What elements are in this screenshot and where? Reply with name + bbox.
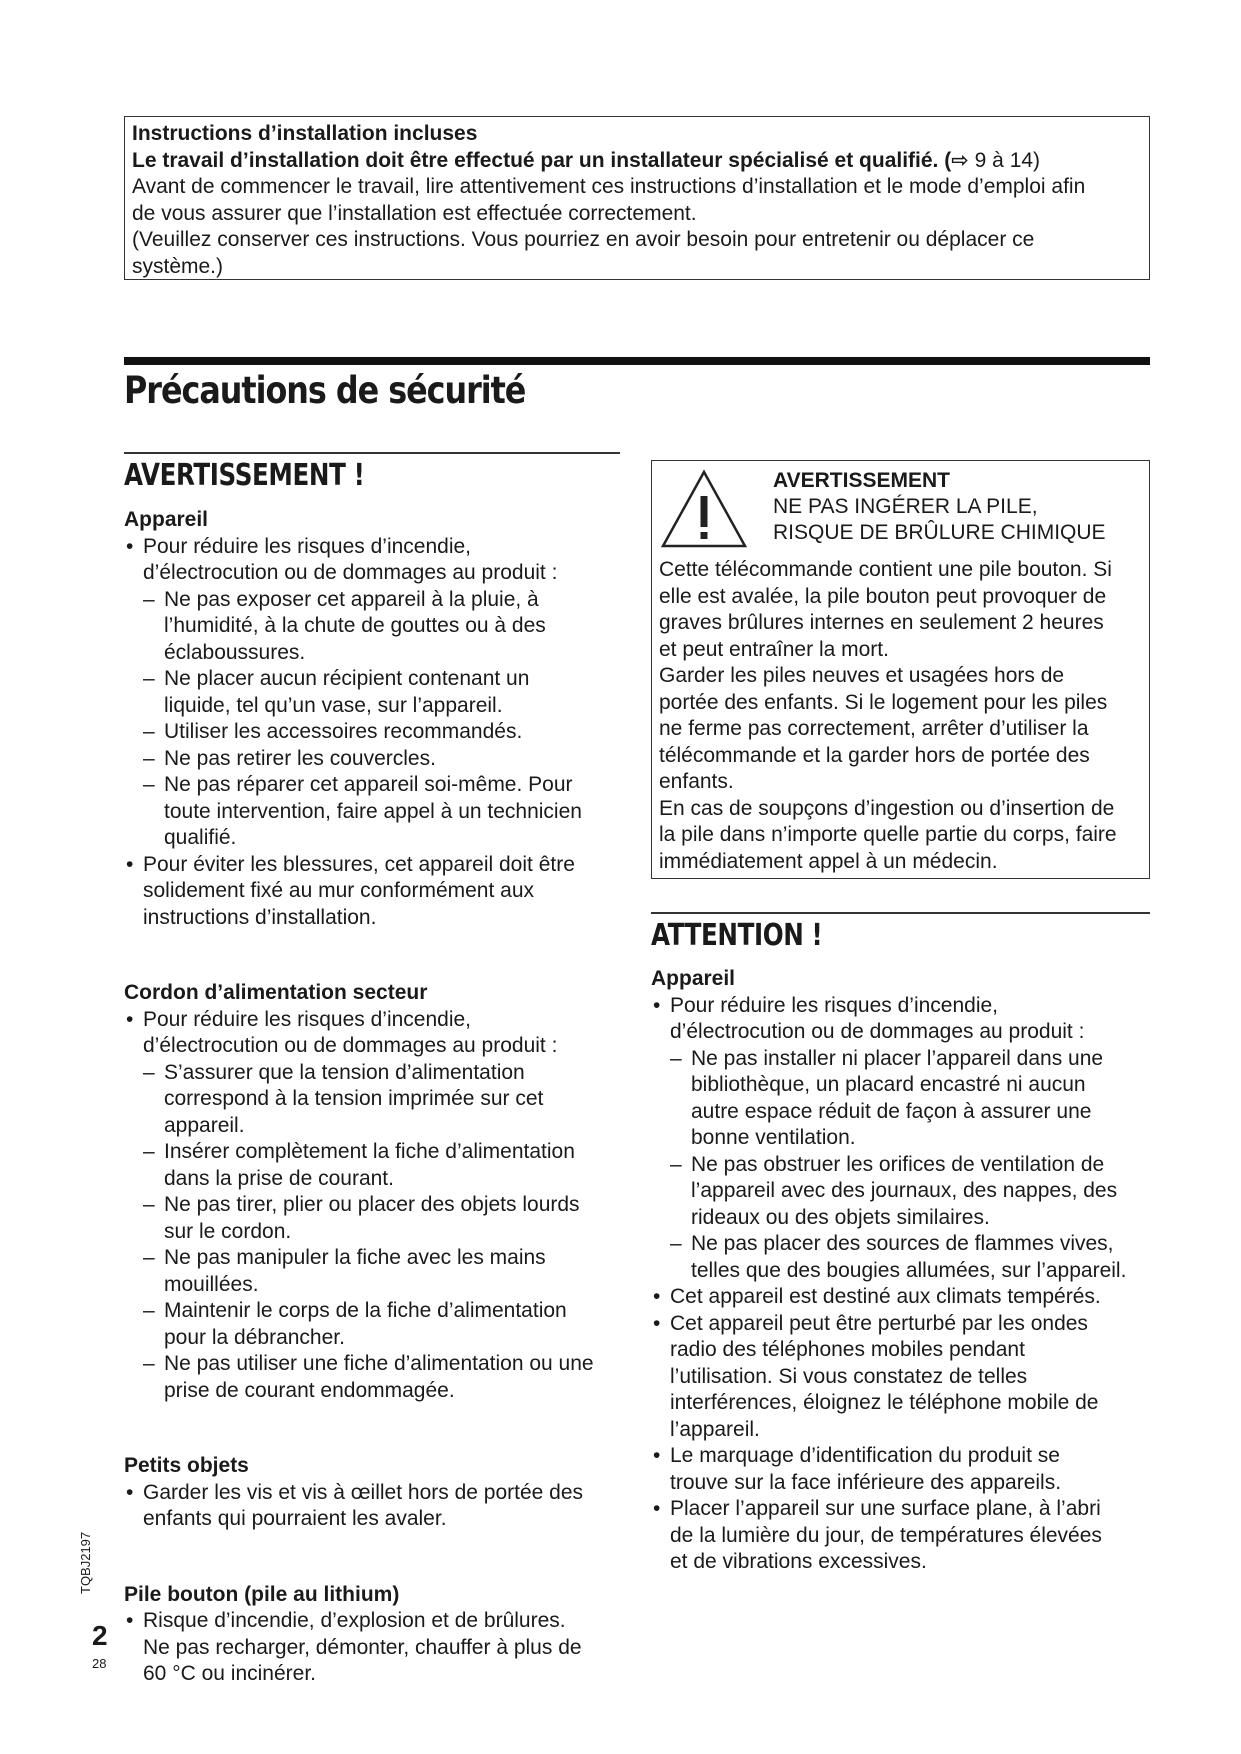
installation-bold-text: Le travail d’installation doit être effectué par un installateur spécialisé et qualifié. ( [132, 148, 952, 172]
bullet-item-continuation: Ne pas recharger, démonter, chauffer à plus de [143, 1635, 582, 1659]
installation-para-1-line-2: de vous assurer que l’installation est effectuée correctement. [132, 201, 697, 225]
dash-item-continuation: correspond à la tension imprimée sur cet [164, 1087, 544, 1110]
battery-warning-line: Cette télécommande contient une pile bouton. Si [659, 558, 1112, 581]
left-section-rule [124, 452, 620, 454]
page-number: 2 [92, 1620, 108, 1651]
reference-arrow-icon: ⇨ [951, 148, 969, 172]
installation-para-1-line-1: Avant de commencer le travail, lire attentivement ces instructions d’installation et le mode d’emploi afin [132, 175, 1086, 198]
document-code: TQBJ2197 [78, 1531, 93, 1594]
installation-bold-line [132, 148, 1141, 175]
bullet-item-continuation: d’électrocution ou de dommages au produit : [143, 561, 558, 584]
warning-triangle-icon [660, 469, 748, 549]
battery-warning-line: et peut entraîner la mort. [659, 637, 889, 661]
battery-warning-line: télécommande et la garder hors de portée des [659, 743, 1090, 767]
dash-item-continuation: appareil. [164, 1113, 245, 1137]
bullet-item: • Pour éviter les blessures, cet appareil doit être [124, 852, 624, 879]
dash-item-continuation: liquide, tel qu’un vase, sur l’appareil. [164, 693, 503, 717]
dash-item: – Ne pas utiliser une fiche d’alimentation ou une [124, 1351, 624, 1378]
dash-item-continuation: bonne ventilation. [691, 1126, 856, 1149]
battery-warning-subtitle-1: NE PAS INGÉRER LA PILE, [773, 495, 1038, 518]
battery-warning-line: graves brûlures internes en seulement 2 heures [659, 611, 1104, 634]
dash-item: – Ne pas obstruer les orifices de ventilation de [651, 1152, 1161, 1179]
dash-item-continuation: éclaboussures. [164, 640, 306, 664]
battery-warning-box [651, 460, 1150, 879]
dash-item-continuation: l’appareil avec des journaux, des nappes, des [691, 1179, 1118, 1202]
dash-item: – Ne pas manipuler la fiche avec les mains [124, 1245, 624, 1272]
subsection-heading: Petits objets [124, 1454, 249, 1477]
bullet-item: • Pour réduire les risques d’incendie, [651, 993, 1161, 1020]
installation-notice-box [124, 116, 1150, 280]
bullet-item-continuation: d’électrocution ou de dommages au produit : [143, 1034, 558, 1057]
dash-item-continuation: autre espace réduit de façon à assurer une [691, 1099, 1092, 1123]
battery-warning-header [773, 468, 1106, 546]
battery-warning-line: la pile dans n’importe quelle partie du corps, faire [659, 823, 1117, 846]
bullet-item-continuation: d’électrocution ou de dommages au produit : [670, 1020, 1085, 1043]
subsection-heading: Cordon d’alimentation secteur [124, 981, 428, 1004]
bullet-item-continuation: enfants qui pourraient les avaler. [143, 1507, 447, 1530]
battery-warning-line: enfants. [659, 770, 734, 793]
dash-item: – Ne pas placer des sources de flammes vives, [651, 1231, 1161, 1258]
page-title: Précautions de sécurité [124, 369, 526, 412]
battery-warning-subtitle-2: RISQUE DE BRÛLURE CHIMIQUE [773, 521, 1106, 544]
spacer [124, 952, 624, 959]
bullet-item: • Pour réduire les risques d’incendie, [124, 1007, 624, 1034]
page-sub-number: 28 [92, 1656, 107, 1671]
bullet-item-continuation: et de vibrations excessives. [670, 1550, 927, 1573]
subsection-heading: Pile bouton (pile au lithium) [124, 1582, 400, 1606]
dash-item-continuation: bibliothèque, un placard encastré ni aucun [691, 1073, 1086, 1096]
subsection-heading: Appareil [651, 967, 736, 990]
bullet-item-continuation: l’appareil. [670, 1417, 760, 1441]
battery-warning-line: portée des enfants. Si le logement pour les piles [659, 690, 1108, 714]
dash-item-continuation: dans la prise de courant. [164, 1166, 394, 1190]
bullet-item: • Cet appareil est destiné aux climats tempérés. [651, 1284, 1161, 1311]
dash-item-continuation: rideaux ou des objets similaires. [691, 1205, 990, 1229]
battery-warning-line: immédiatement appel à un médecin. [659, 849, 998, 873]
warning-section-heading: AVERTISSEMENT ! [124, 458, 365, 493]
subsection-heading: Appareil [124, 508, 209, 531]
battery-warning-title: AVERTISSEMENT [773, 469, 950, 492]
dash-item-continuation: mouillées. [164, 1272, 259, 1296]
bullet-item: • Risque d’incendie, d’explosion et de brûlures. [124, 1608, 624, 1635]
caution-section-heading: ATTENTION ! [651, 918, 823, 953]
bullet-item-continuation: radio des téléphones mobiles pendant [670, 1338, 1025, 1361]
dash-item: – Maintenir le corps de la fiche d’alimentation [124, 1298, 624, 1325]
bullet-item: • Le marquage d’identification du produit se [651, 1443, 1161, 1470]
dash-item: – Insérer complètement la fiche d’alimentation [124, 1139, 624, 1166]
right-section-rule [651, 912, 1150, 914]
bullet-item: • Pour réduire les risques d’incendie, [124, 534, 624, 561]
dash-item-continuation: sur le cordon. [164, 1219, 292, 1243]
right-column-text [651, 966, 1161, 1576]
dash-item-continuation: qualifié. [164, 826, 237, 849]
bullet-item-continuation: de la lumière du jour, de températures élevées [670, 1523, 1102, 1547]
bullet-item-continuation: solidement fixé au mur conformément aux [143, 879, 535, 902]
bullet-item-continuation: l’utilisation. Si vous constatez de telles [670, 1364, 1028, 1388]
dash-item: – Ne pas tirer, plier ou placer des objets lourds [124, 1192, 624, 1219]
bullet-item: • Placer l’appareil sur une surface plane, à l’abri [651, 1496, 1161, 1523]
dash-item: – Ne pas retirer les couvercles. [124, 746, 624, 773]
bullet-item-continuation: trouve sur la face inférieure des appareils. [670, 1470, 1062, 1494]
installation-heading: Instructions d’installation incluses [132, 122, 478, 145]
battery-warning-line: Garder les piles neuves et usagées hors de [659, 664, 1065, 687]
bullet-item-continuation: instructions d’installation. [143, 905, 377, 929]
bullet-item-continuation: 60 °C ou incinérer. [143, 1662, 316, 1685]
battery-warning-line: En cas de soupçons d’ingestion ou d’insertion de [659, 796, 1115, 820]
dash-item: – Ne placer aucun récipient contenant un [124, 666, 624, 693]
spacer [124, 1554, 624, 1561]
title-bar [124, 357, 1150, 365]
bullet-item: • Cet appareil peut être perturbé par les ondes [651, 1311, 1161, 1338]
dash-item: – Ne pas installer ni placer l’appareil dans une [651, 1046, 1161, 1073]
bullet-item-continuation: interférences, éloignez le téléphone mobile de [670, 1391, 1099, 1414]
dash-item: – Ne pas réparer cet appareil soi-même. Pour [124, 772, 624, 799]
spacer [124, 1425, 624, 1432]
dash-item-continuation: l’humidité, à la chute de gouttes ou à des [164, 614, 546, 637]
dash-item: – Ne pas exposer cet appareil à la pluie, à [124, 587, 624, 614]
dash-item-continuation: telles que des bougies allumées, sur l’appareil. [691, 1258, 1127, 1282]
installation-para-2-line-2: système.) [132, 254, 224, 278]
battery-warning-body [659, 557, 1145, 875]
bullet-item: • Garder les vis et vis à œillet hors de portée des [124, 1480, 624, 1507]
reference-pages: 9 à 14) [968, 148, 1041, 172]
left-column-text [124, 507, 624, 1688]
dash-item-continuation: prise de courant endommagée. [164, 1378, 455, 1402]
dash-item-continuation: pour la débrancher. [164, 1325, 345, 1349]
battery-warning-line: ne ferme pas correctement, arrêter d’utiliser la [659, 717, 1089, 740]
installation-para-2-line-1: (Veuillez conserver ces instructions. Vous pourriez en avoir besoin pour entretenir ou déplacer ce [132, 228, 1035, 251]
dash-item: – S’assurer que la tension d’alimentation [124, 1060, 624, 1087]
dash-item: – Utiliser les accessoires recommandés. [124, 719, 624, 746]
battery-warning-line: elle est avalée, la pile bouton peut provoquer de [659, 584, 1107, 608]
dash-item-continuation: toute intervention, faire appel à un technicien [164, 799, 582, 823]
